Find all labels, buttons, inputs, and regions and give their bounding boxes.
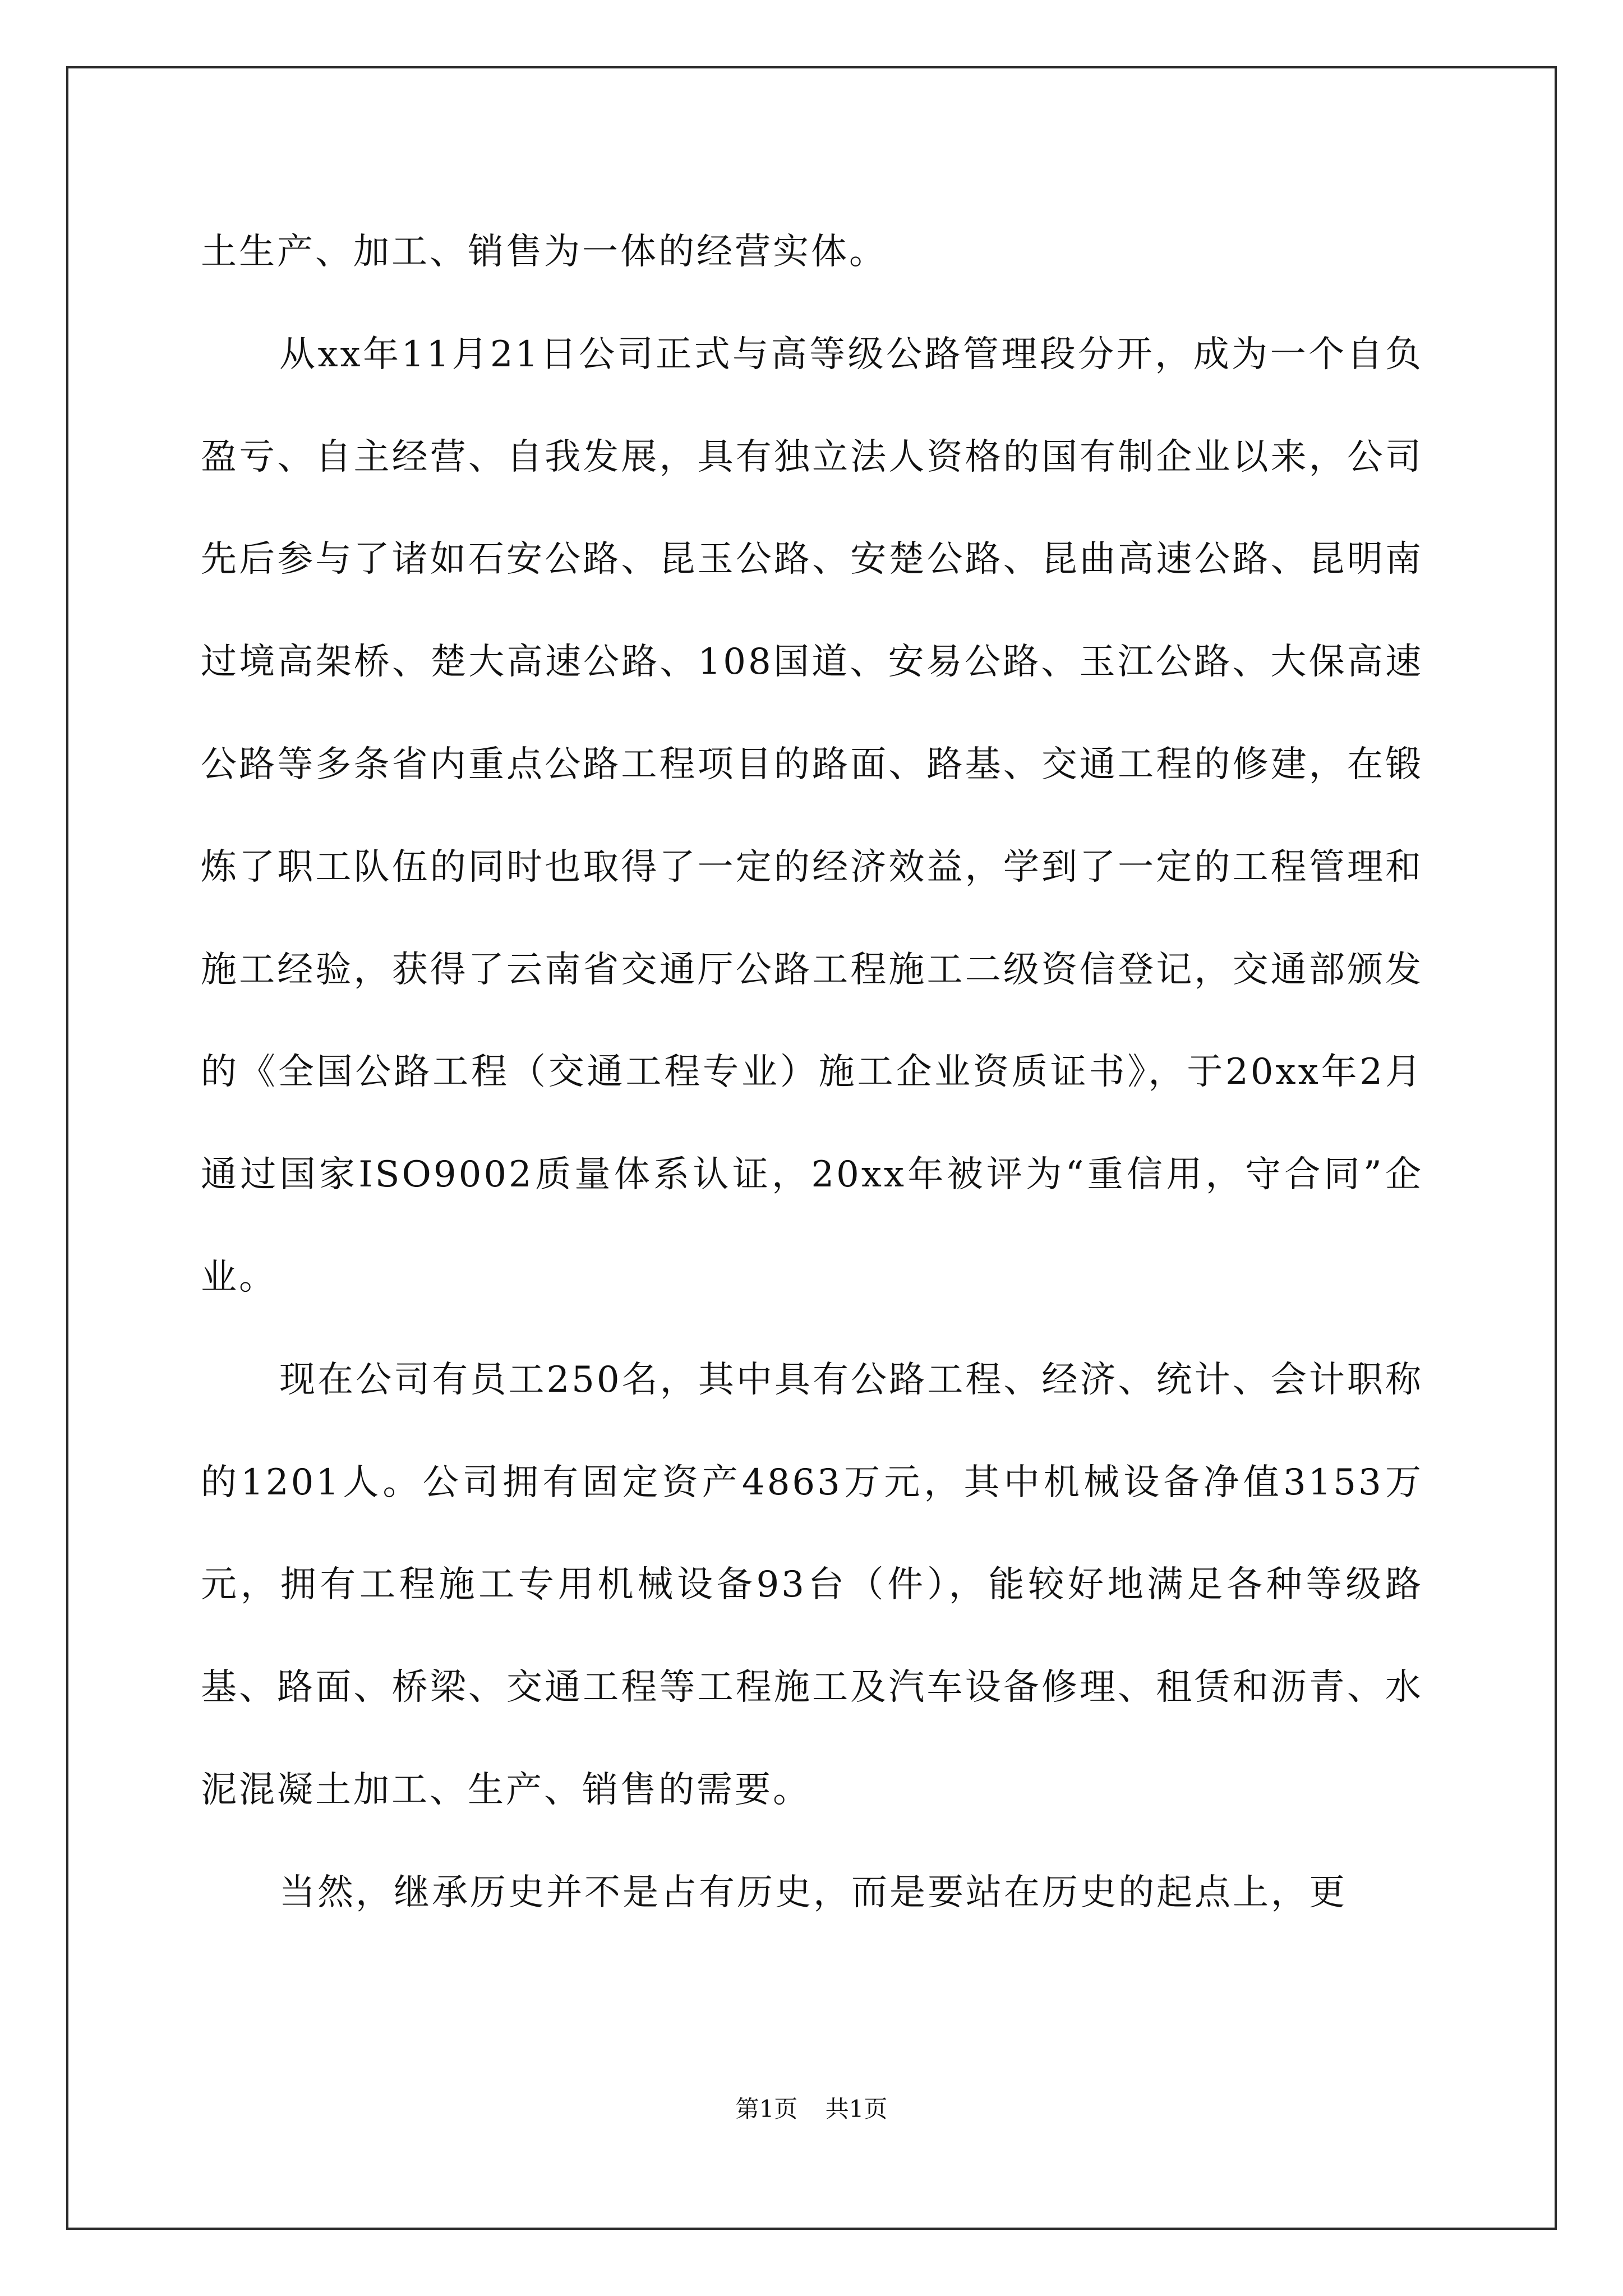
page-number: 第1页	[735, 2095, 798, 2123]
paragraph-3: 现在公司有员工250名，其中具有公路工程、经济、统计、会计职称的1201人。公司拥有固定资产4863万元，其中机械设备净值3153万元，拥有工程施工专用机械设备93台（件），能较好地满足各种等级路基、路面、桥梁、交通工程等工程施工及汽车设备修理、租赁和沥青、水泥混凝土加工、生产、销售的需要。	[201, 1359, 1423, 1811]
page-total: 共1页	[825, 2095, 888, 2123]
document-body	[201, 201, 1423, 1944]
paragraph-2: 从xx年11月21日公司正式与高等级公路管理段分开，成为一个自负盈亏、自主经营、自我发展，具有独立法人资格的国有制企业以来，公司先后参与了诸如石安公路、昆玉公路、安楚公路、昆曲高速公路、昆明南过境高架桥、楚大高速公路、108国道、安易公路、玉江公路、大保高速公路等多条省内重点公路工程项目的路面、路基、交通工程的修建，在锻炼了职工队伍的同时也取得了一定的经济效益，学到了一定的工程管理和施工经验，获得了云南省交通厅公路工程施工二级资信登记，交通部颁发的《全国公路工程（交通工程专业）施工企业资质证书》，于20xx年2月通过国家ISO9002质量体系认证，20xx年被评为“重信用，守合同”企业。	[201, 333, 1423, 1298]
paragraph-4: 当然，继承历史并不是占有历史，而是要站在历史的起点上，更	[279, 1871, 1347, 1913]
paragraph-1: 土生产、加工、销售为一体的经营实体。	[201, 231, 887, 273]
page-footer	[0, 2092, 1623, 2126]
